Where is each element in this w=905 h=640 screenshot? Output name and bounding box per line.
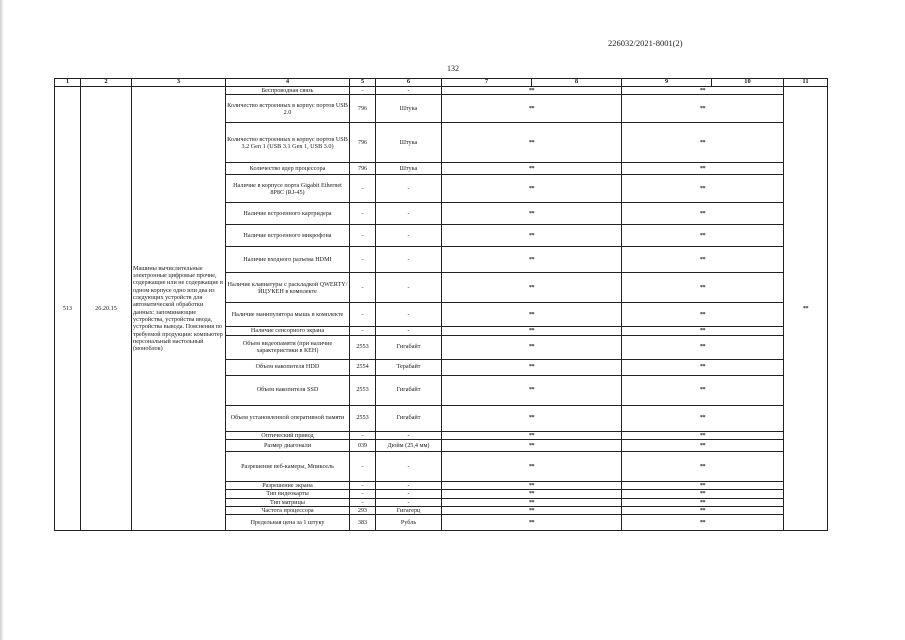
okei-code: 383 [350, 515, 376, 531]
okei-code: 796 [350, 163, 376, 175]
header-cell: 10 [712, 79, 784, 87]
value-col10: ** [622, 123, 784, 163]
value-col8: ** [442, 175, 622, 203]
okei-code: - [350, 490, 376, 498]
header-cell: 3 [132, 79, 226, 87]
okei-code: - [350, 498, 376, 506]
value-col8: ** [442, 247, 622, 273]
header-cell: 7 [442, 79, 532, 87]
okei-code: - [350, 175, 376, 203]
value-col10: ** [622, 87, 784, 95]
unit-name: - [376, 490, 442, 498]
value-col8: ** [442, 327, 622, 335]
unit-name: - [376, 431, 442, 439]
table-row [55, 87, 828, 95]
value-col10: ** [622, 498, 784, 506]
characteristic-name: Наличие сенсорного экрана [226, 327, 350, 335]
value-col10: ** [622, 95, 784, 123]
header-cell: 6 [376, 79, 442, 87]
unit-name: Рубль [376, 515, 442, 531]
unit-name: - [376, 87, 442, 95]
characteristic-name: Объем накопителя HDD [226, 359, 350, 375]
characteristic-name: Разрешение экрана [226, 481, 350, 489]
value-col10: ** [622, 431, 784, 439]
value-col10: ** [622, 506, 784, 514]
unit-name: - [376, 225, 442, 247]
characteristic-name: Наличие встроенного картридера [226, 203, 350, 225]
header-cell: 1 [55, 79, 81, 87]
okei-code: 293 [350, 506, 376, 514]
page-number: 132 [447, 64, 459, 73]
value-col8: ** [442, 95, 622, 123]
value-col8: ** [442, 481, 622, 489]
unit-name: - [376, 327, 442, 335]
value-col10: ** [622, 163, 784, 175]
value-col8: ** [442, 405, 622, 431]
value-col8: ** [442, 203, 622, 225]
okei-code: 2554 [350, 359, 376, 375]
unit-name: Гигабайт [376, 375, 442, 405]
spec-table [54, 78, 828, 531]
unit-name: - [376, 273, 442, 303]
characteristic-name: Объем накопителя SSD [226, 375, 350, 405]
unit-name: Дюйм (25,4 мм) [376, 439, 442, 451]
unit-name: - [376, 303, 442, 327]
value-col8: ** [442, 431, 622, 439]
characteristic-name: Разрешение веб-камеры, Мпиксель [226, 451, 350, 481]
value-col10: ** [622, 490, 784, 498]
characteristic-name: Тип матрицы [226, 498, 350, 506]
value-col10: ** [622, 439, 784, 451]
characteristic-name: Наличие встроенного микрофона [226, 225, 350, 247]
okei-code: - [350, 203, 376, 225]
okei-code: 2553 [350, 375, 376, 405]
value-col8: ** [442, 303, 622, 327]
unit-name: - [376, 498, 442, 506]
value-col8: ** [442, 123, 622, 163]
value-col8: ** [442, 490, 622, 498]
characteristic-name: Тип видеокарты [226, 490, 350, 498]
value-col10: ** [622, 359, 784, 375]
okei-code: 2553 [350, 405, 376, 431]
unit-name: Гигабайт [376, 405, 442, 431]
value-col10: ** [622, 247, 784, 273]
value-col8: ** [442, 515, 622, 531]
value-col8: ** [442, 375, 622, 405]
characteristic-name: Наличие манипулятора мышь в комплекте [226, 303, 350, 327]
value-col10: ** [622, 375, 784, 405]
scan-edge [0, 0, 4, 640]
header-cell: 11 [784, 79, 828, 87]
okei-code: - [350, 225, 376, 247]
characteristic-name: Количество встроенных в корпус портов USB 3.2 Gen 1 (USB 3.1 Gen 1, USB 3.0) [226, 123, 350, 163]
okei-code: 796 [350, 123, 376, 163]
value-col8: ** [442, 87, 622, 95]
characteristic-name: Объем видеопамяти (при наличие характеристики в КЕН) [226, 335, 350, 359]
value-col8: ** [442, 335, 622, 359]
okei-code: - [350, 431, 376, 439]
characteristic-name: Количество ядер процессора [226, 163, 350, 175]
unit-name: Штука [376, 95, 442, 123]
characteristic-name: Количество встроенных в корпус портов USB 2.0 [226, 95, 350, 123]
unit-name: - [376, 175, 442, 203]
value-col8: ** [442, 498, 622, 506]
okei-code: - [350, 327, 376, 335]
value-col8: ** [442, 273, 622, 303]
characteristic-name: Наличие входного разъема HDMI [226, 247, 350, 273]
okpd2-code: 26.20.15 [81, 87, 132, 531]
value-col10: ** [622, 335, 784, 359]
value-col10: ** [622, 327, 784, 335]
unit-name: Штука [376, 123, 442, 163]
value-col8: ** [442, 163, 622, 175]
characteristic-name: Частота процессора [226, 506, 350, 514]
characteristic-name: Предельная цена за 1 штуку [226, 515, 350, 531]
header-cell: 9 [622, 79, 712, 87]
unit-name: Терабайт [376, 359, 442, 375]
value-col10: ** [622, 481, 784, 489]
okei-code: 2553 [350, 335, 376, 359]
unit-name: - [376, 481, 442, 489]
value-col8: ** [442, 225, 622, 247]
okei-code: - [350, 481, 376, 489]
value-col10: ** [622, 451, 784, 481]
value-col8: ** [442, 451, 622, 481]
characteristic-name: Беспроводная связь [226, 87, 350, 95]
value-col10: ** [622, 273, 784, 303]
okei-code: - [350, 451, 376, 481]
item-description: Машины вычислительные электронные цифровые прочие, содержащие или не содержащие в одном корпусе одно или два из следующих устройств для автоматической обработки данных: запоминающие устройства, устройства ввода, устройства вывода. Пояснения по требуемой продукции: компьютер персональный настольный (моноблок) [132, 87, 226, 531]
value-col10: ** [622, 405, 784, 431]
characteristic-name: Размер диагонали [226, 439, 350, 451]
header-row [55, 79, 828, 87]
okei-code: - [350, 303, 376, 327]
okei-code: - [350, 87, 376, 95]
col11-value: ** [784, 87, 828, 531]
header-cell: 8 [532, 79, 622, 87]
value-col10: ** [622, 303, 784, 327]
header-cell: 4 [226, 79, 350, 87]
value-col8: ** [442, 506, 622, 514]
okei-code: - [350, 273, 376, 303]
unit-name: Гигабайт [376, 335, 442, 359]
characteristic-name: Наличие клавиатуры с раскладкой QWERTY/ЙЦУКЕН в комплекте [226, 273, 350, 303]
document-code: 226032/2021-8001(2) [608, 38, 683, 48]
value-col10: ** [622, 225, 784, 247]
unit-name: - [376, 203, 442, 225]
header-cell: 2 [81, 79, 132, 87]
characteristic-name: Объем установленной оперативной памяти [226, 405, 350, 431]
okei-code: 796 [350, 95, 376, 123]
value-col10: ** [622, 175, 784, 203]
unit-name: - [376, 451, 442, 481]
value-col8: ** [442, 359, 622, 375]
value-col8: ** [442, 439, 622, 451]
value-col10: ** [622, 203, 784, 225]
characteristic-name: Оптический привод [226, 431, 350, 439]
characteristic-name: Наличие в корпусе порта Gigabit Ethernet 8P8C (RJ-45) [226, 175, 350, 203]
header-cell: 5 [350, 79, 376, 87]
okei-code: 039 [350, 439, 376, 451]
okei-code: - [350, 247, 376, 273]
unit-name: - [376, 247, 442, 273]
item-number: 513 [55, 87, 81, 531]
value-col10: ** [622, 515, 784, 531]
unit-name: Гигагерц [376, 506, 442, 514]
spec-table-body [55, 79, 828, 531]
unit-name: Штука [376, 163, 442, 175]
